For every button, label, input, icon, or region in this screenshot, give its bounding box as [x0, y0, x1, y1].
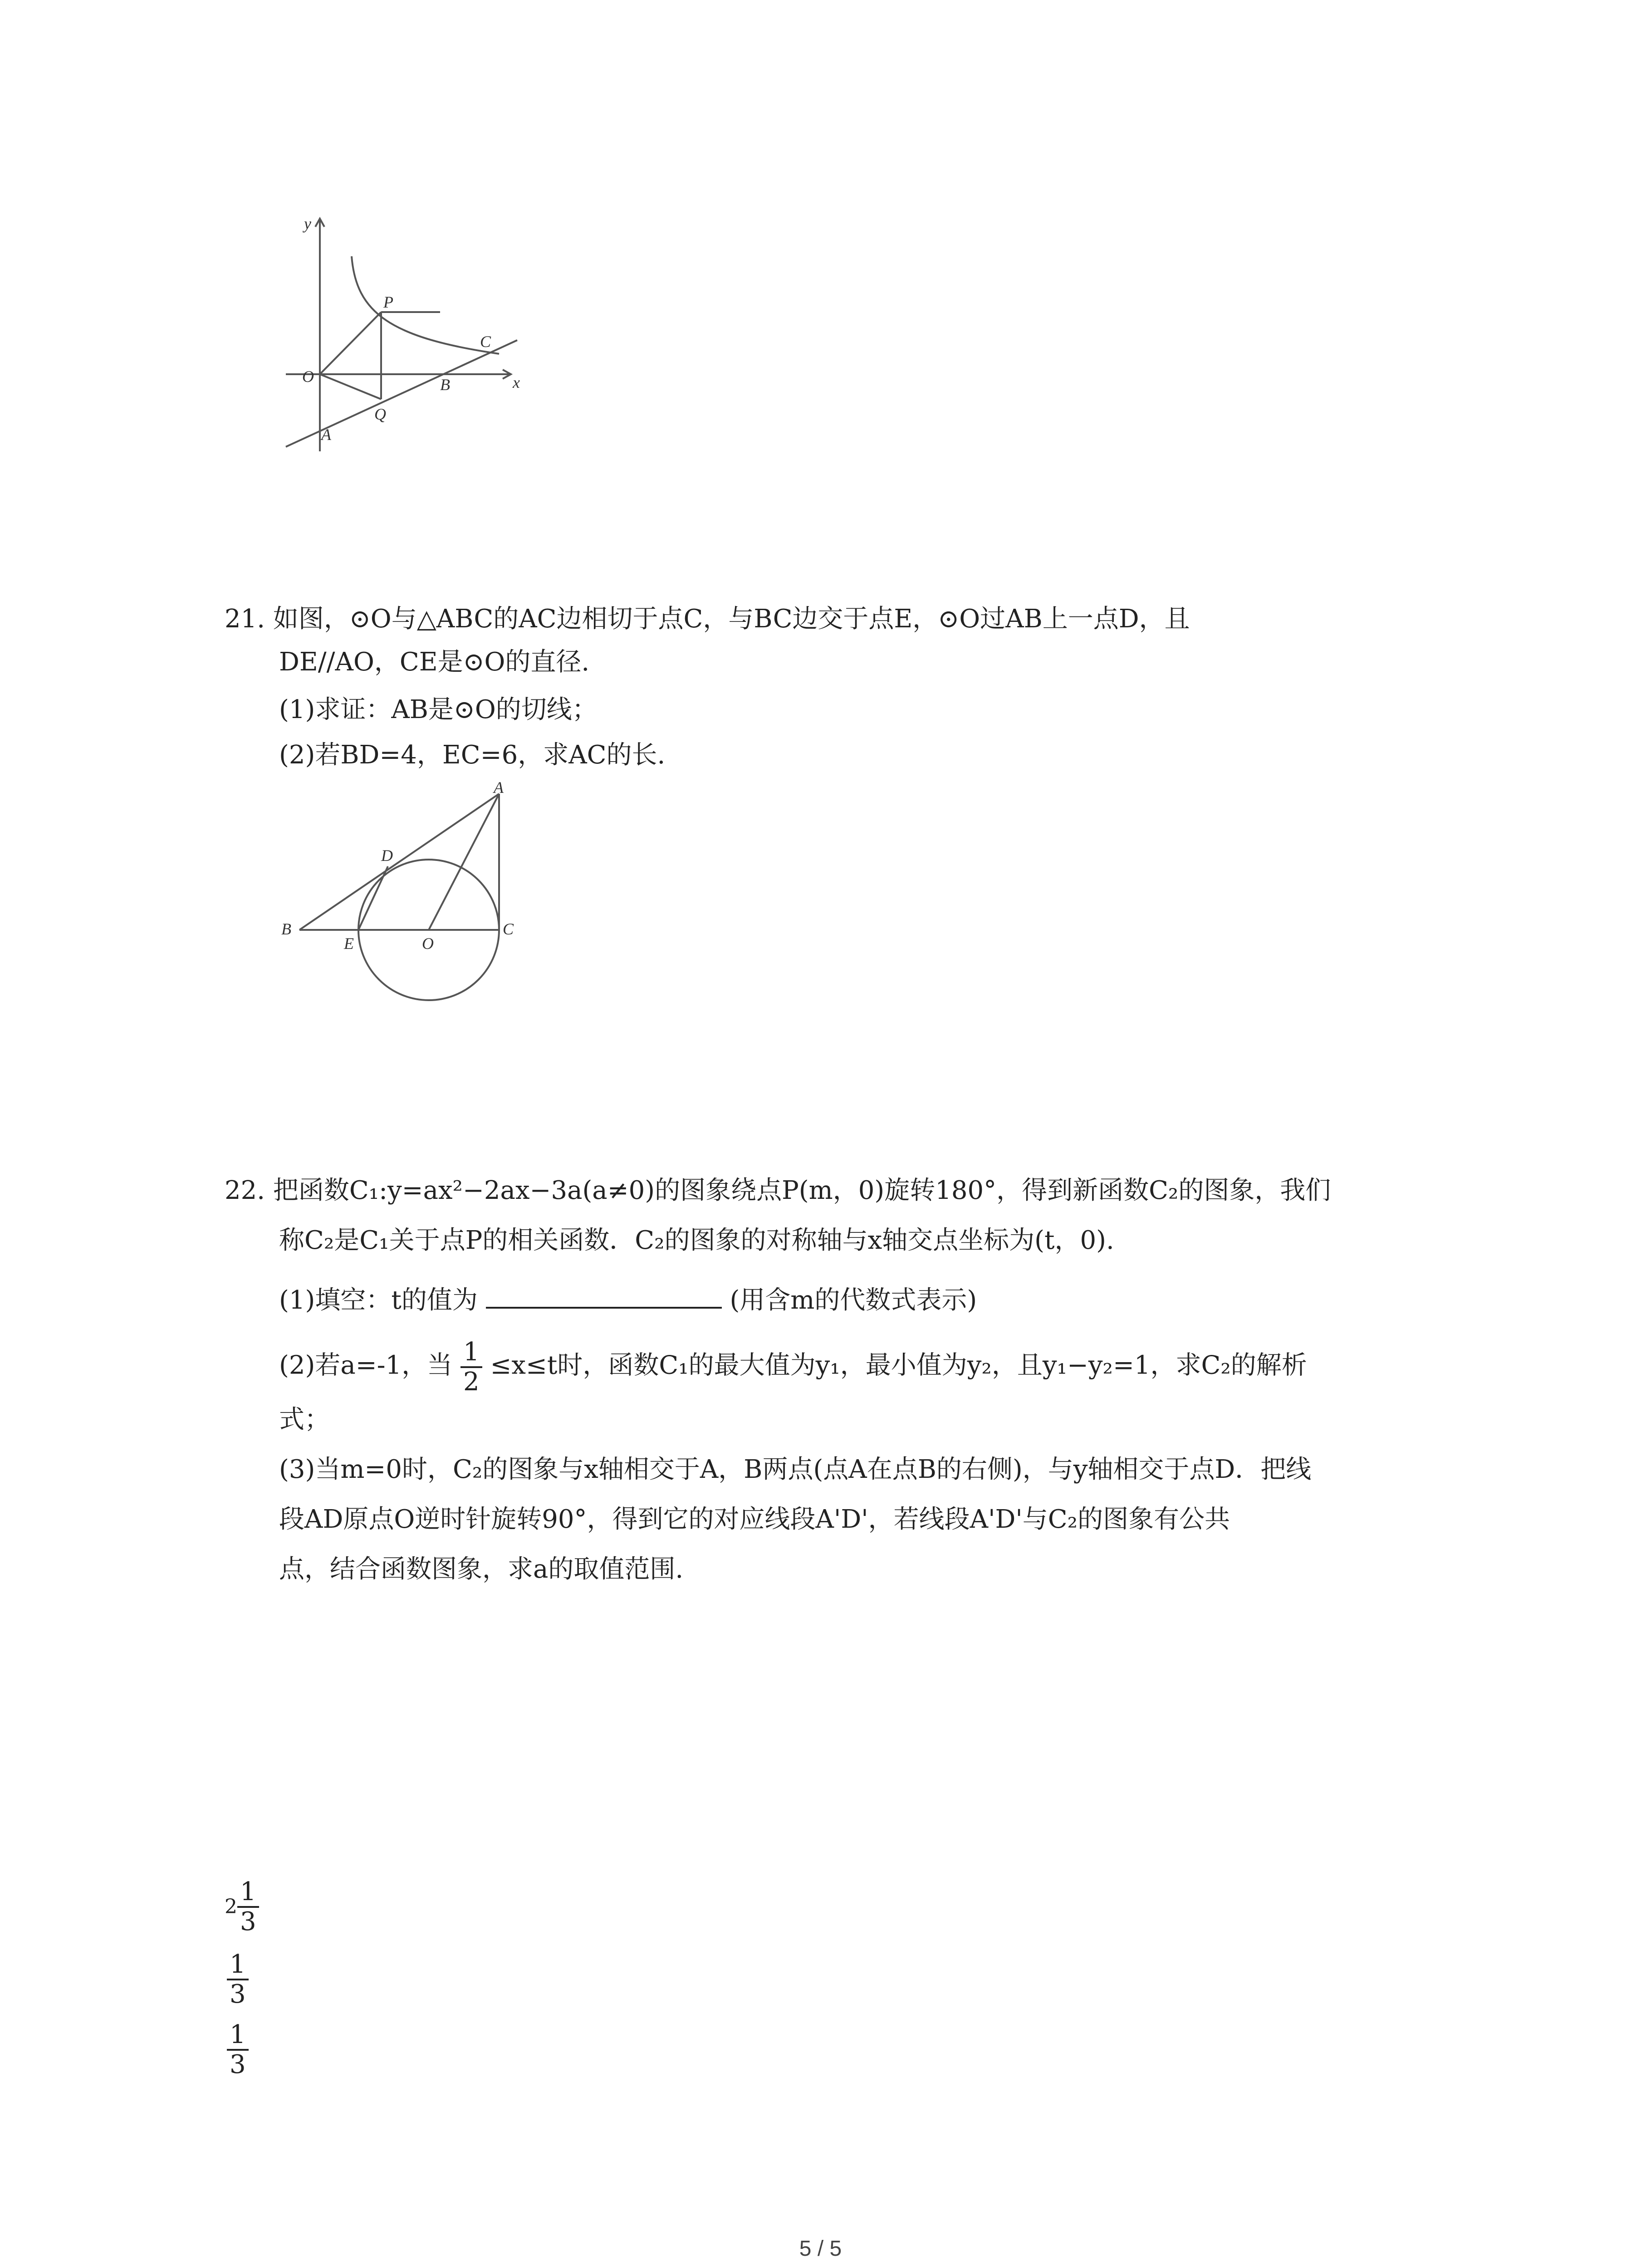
label-q: Q	[374, 405, 386, 423]
label-p: P	[383, 293, 393, 311]
label-c: C	[480, 332, 491, 351]
hyperbola-curve	[352, 256, 499, 354]
label-b: B	[440, 376, 450, 394]
figure-coordinate-graph	[272, 209, 544, 463]
segment-oq	[320, 374, 381, 399]
q22-part1-prefix: (1)填空：t的值为	[279, 1286, 478, 1315]
line-ab	[299, 794, 499, 930]
fraction-3	[227, 2021, 249, 2079]
label-b: B	[281, 920, 291, 938]
fraction-2-wrap	[227, 1950, 249, 2009]
q22-stem-line1: 22. 把函数C₁:y=ax²−2ax−3a(a≠0)的图象绕点P(m，0)旋转180°，得到新函数C₂的图象，我们	[225, 1176, 1331, 1205]
fraction-denominator: 2	[463, 1367, 480, 1397]
fraction-2-denominator: 3	[230, 1980, 246, 2009]
page-number: 5 / 5	[799, 2237, 842, 2261]
fraction-1	[237, 1878, 259, 1936]
label-y: y	[304, 215, 311, 233]
segment-de	[358, 866, 388, 930]
answer-blank[interactable]	[486, 1281, 722, 1309]
fraction-3-denominator: 3	[230, 2050, 246, 2079]
q22-part2	[279, 1338, 1307, 1396]
q22-part2-prefix: (2)若a=-1，当	[279, 1350, 453, 1380]
q22-part3-line3: 点，结合函数图象，求a的取值范围.	[279, 1554, 684, 1584]
fraction-one-half	[460, 1338, 482, 1396]
q22-part2-suffix: ≤x≤t时，函数C₁的最大值为y₁，最小值为y₂，且y₁−y₂=1，求C₂的解析	[490, 1350, 1307, 1380]
label-a: A	[321, 425, 331, 444]
segment-op	[320, 312, 381, 374]
q21-stem-line2: DE//AO，CE是⊙O的直径.	[279, 647, 590, 677]
fraction-2-numerator: 1	[227, 1950, 249, 1980]
fraction-1-numerator: 1	[237, 1878, 259, 1908]
fraction-3-wrap	[227, 2021, 249, 2079]
label-x: x	[513, 373, 520, 391]
label-c: C	[503, 920, 514, 938]
q22-stem-line2: 称C₂是C₁关于点P的相关函数．C₂的图象的对称轴与x轴交点坐标为(t，0).	[279, 1226, 1114, 1255]
label-a: A	[494, 780, 504, 797]
q22-part3-line1: (3)当m=0时，C₂的图象与x轴相交于A，B两点(点A在点B的右侧)，与y轴相交于点D．把线	[279, 1455, 1312, 1484]
figure-circle-triangle	[272, 780, 544, 1007]
fraction-2	[227, 1950, 249, 2009]
q21-part1: (1)求证：AB是⊙O的切线；	[279, 695, 598, 724]
segment-ao	[429, 794, 499, 930]
fraction-1-denominator: 3	[240, 1907, 256, 1936]
label-o: O	[422, 934, 434, 953]
fraction-3-numerator: 1	[227, 2021, 249, 2051]
q21-part2: (2)若BD=4，EC=6，求AC的长.	[279, 740, 666, 770]
mixed-whole: 2	[225, 1895, 237, 1918]
fraction-numerator: 1	[460, 1338, 482, 1368]
q22-part2-continued: 式；	[279, 1405, 330, 1434]
mixed-fraction	[225, 1878, 259, 1936]
q22-part1	[279, 1281, 977, 1319]
label-d: D	[381, 846, 393, 865]
label-e: E	[344, 934, 354, 953]
q21-stem-line1: 21. 如图，⊙O与△ABC的AC边相切于点C，与BC边交于点E，⊙O过AB上一点D，且	[225, 604, 1190, 634]
q22-part3-line2: 段AD原点O逆时针旋转90°，得到它的对应线段A'D'，若线段A'D'与C₂的图象有公共	[279, 1505, 1230, 1534]
label-o: O	[302, 367, 314, 386]
q22-part1-suffix: (用含m的代数式表示)	[730, 1286, 977, 1315]
